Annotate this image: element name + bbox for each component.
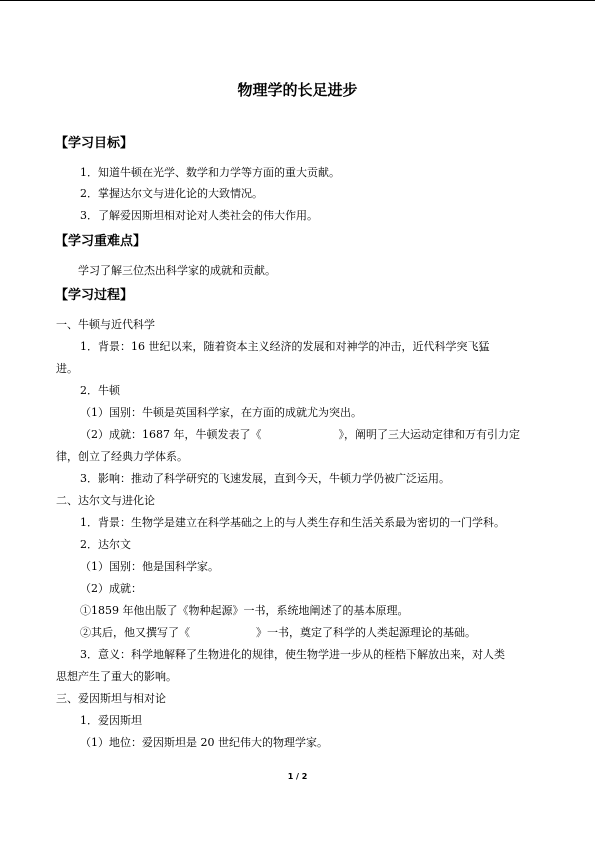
top-border-line (0, 0, 595, 1)
process-line: 3．意义：科学地解释了生物进化的规律，使生物学进一步从的桎梏下解放出来，对人类 (80, 648, 505, 661)
section-heading-keypoints: 【学习重难点】 (55, 234, 147, 249)
process-line: 1．爱因斯坦 (80, 714, 142, 727)
process-line: 2．牛顿 (80, 384, 120, 397)
process-subheading: 二、达尔文与进化论 (56, 494, 155, 507)
process-subheading: 一、牛顿与近代科学 (56, 318, 155, 331)
section-heading-goals: 【学习目标】 (55, 136, 134, 151)
process-line: （1）地位：爱因斯坦是 20 世纪伟大的物理学家。 (80, 736, 328, 749)
section-heading-process: 【学习过程】 (55, 288, 134, 303)
process-line: 律，创立了经典力学体系。 (56, 450, 188, 463)
process-line: 3．影响：推动了科学研究的飞速发展，直到今天，牛顿力学仍被广泛运用。 (80, 472, 450, 485)
process-line: （2）成就： (80, 582, 142, 595)
goal-item: 1．知道牛顿在光学、数学和力学等方面的重大贡献。 (80, 166, 340, 179)
process-line: ①1859 年他出版了《物种起源》一书，系统地阐述了的基本原理。 (80, 604, 409, 617)
process-line: 1．背景：16 世纪以来，随着资本主义经济的发展和对神学的冲击，近代科学突飞猛 (80, 340, 490, 353)
goal-item: 2．掌握达尔文与进化论的大致情况。 (80, 187, 263, 200)
goal-item: 3．了解爱因斯坦相对论对人类社会的伟大作用。 (80, 209, 318, 222)
process-line: 进。 (56, 362, 78, 375)
process-line: （1）国别：他是国科学家。 (80, 560, 219, 573)
process-line: 2．达尔文 (80, 538, 131, 551)
process-line: 1．背景：生物学是建立在科学基础之上的与人类生存和生活关系最为密切的一门学科。 (80, 516, 505, 529)
process-line: 思想产生了重大的影响。 (56, 670, 177, 683)
process-line: ②其后，他又撰写了《 》一书，奠定了科学的人类起源理论的基础。 (80, 626, 476, 639)
keypoints-text: 学习了解三位杰出科学家的成就和贡献。 (78, 264, 276, 277)
document-title: 物理学的长足进步 (237, 81, 358, 99)
process-subheading: 三、爱因斯坦与相对论 (56, 692, 166, 705)
page-number: 1 / 2 (287, 772, 308, 781)
process-line: （2）成就：1687 年，牛顿发表了《 》，阐明了三大运动定律和万有引力定 (80, 428, 520, 441)
process-line: （1）国别：牛顿是英国科学家，在方面的成就尤为突出。 (80, 406, 362, 419)
